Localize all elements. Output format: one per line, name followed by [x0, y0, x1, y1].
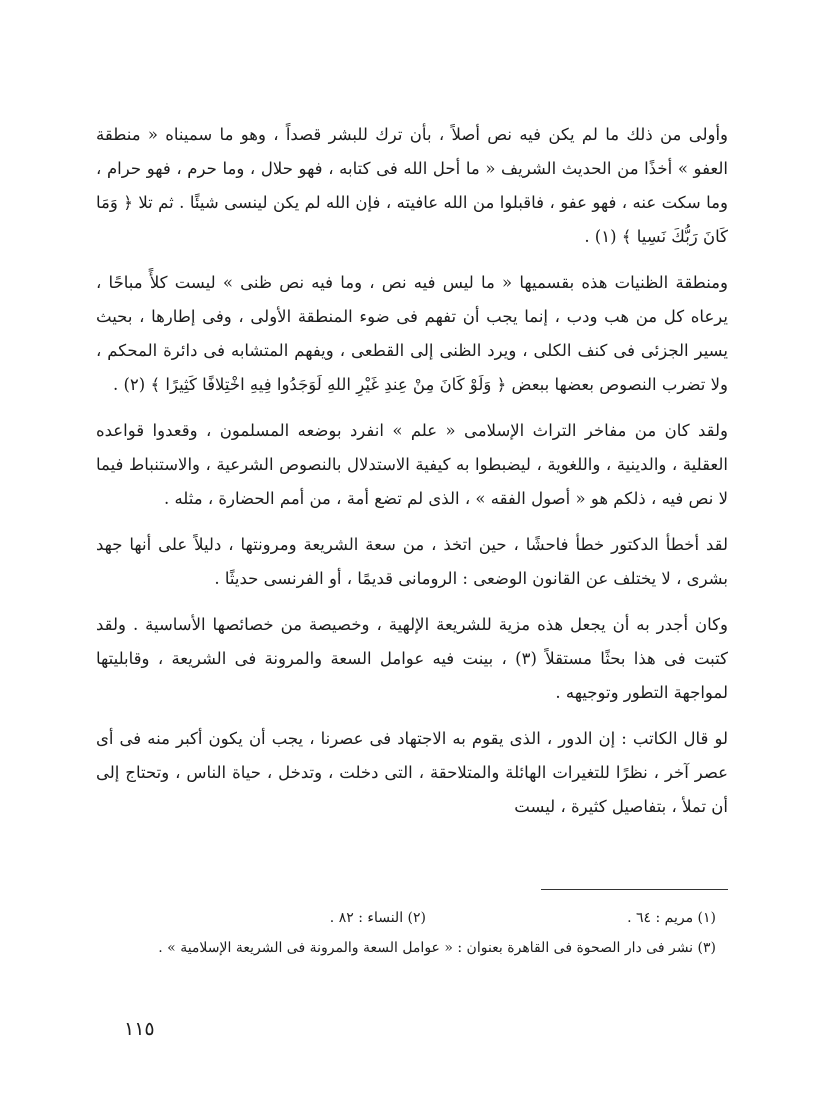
page-number: ١١٥ [124, 1018, 155, 1040]
paragraph-2: ومنطقة الظنيات هذه بقسميها « ما ليس فيه نص ، وما فيه نص ظنى » ليست كلأً مباحًا ، يرعاه كل من هب ودب ، إنما يجب أن تفهم فى ضوء المنطقة الأولى ، وفى إطارها ، بحيث يسير الجزئى فى كنف الكلى ، ويرد الظنى إلى القطعى ، ويفهم المتشابه فى دائرة المحكم ، ولا تضرب النصوص بعضها ببعض ﴿ وَلَوْ كَانَ مِنْ عِندِ غَيْرِ اللهِ لَوَجَدُوا فِيهِ اخْتِلافًا كَثِيرًا ﴾ (٢) . [96, 273, 728, 394]
body-text [96, 118, 728, 824]
paragraph-1: وأولى من ذلك ما لم يكن فيه نص أصلاً ، بأن ترك للبشر قصداً ، وهو ما سميناه « منطقة العفو » أخذًا من الحديث الشريف « ما أحل الله فى كتابه ، فهو حلال ، وما حرم ، فهو حرام ، وما سكت عنه ، فهو عفو ، فاقبلوا من الله عافيته ، فإن الله لم يكن لينسى شيئًا . ثم تلا ﴿ وَمَا كَانَ رَبُّكَ نَسِيا ﴾ (١) . [96, 125, 728, 246]
footnote-3: (٣) نشر فى دار الصحوة فى القاهرة بعنوان : « عوامل السعة والمرونة فى الشريعة الإسلامية » . [158, 940, 716, 956]
paragraph-6: لو قال الكاتب : إن الدور ، الذى يقوم به الاجتهاد فى عصرنا ، يجب أن يكون أكبر منه فى أى عصر آخر ، نظرًا للتغيرات الهائلة والمتلاحقة ، التى دخلت ، وتدخل ، حياة الناس ، وتحتاج إلى أن تملأ ، بتفاصيل كثيرة ، ليست [96, 729, 728, 816]
footnote-divider [541, 889, 728, 890]
footnote-1: (١) مريم : ٦٤ . [627, 910, 716, 926]
paragraph-3: ولقد كان من مفاخر التراث الإسلامى « علم » انفرد بوضعه المسلمون ، وقعدوا قواعده العقلية ، والدينية ، واللغوية ، ليضبطوا به كيفية الاستدلال بالنصوص الشرعية ، والاستنباط فيما لا نص فيه ، ذلكم هو « أصول الفقه » ، الذى لم تضع أمة ، من أمم الحضارة ، مثله . [96, 421, 728, 508]
footnote-2: (٢) النساء : ٨٢ . [329, 910, 426, 926]
footnote-row [96, 906, 728, 936]
footnotes [96, 906, 728, 961]
paragraph-4: لقد أخطأ الدكتور خطأ فاحشًا ، حين اتخذ ، من سعة الشريعة ومرونتها ، دليلاً على أنها جهد بشرى ، لا يختلف عن القانون الوضعى : الرومانى قديمًا ، أو الفرنسى حديثًا . [96, 535, 728, 588]
paragraph-5: وكان أجدر به أن يجعل هذه مزية للشريعة الإلهية ، وخصيصة من خصائصها الأساسية . ولقد كتبت فى هذا بحثًا مستقلاً (٣) ، بينت فيه عوامل السعة والمرونة فى الشريعة ، وقابليتها لمواجهة التطور وتوجيهه . [96, 615, 728, 702]
